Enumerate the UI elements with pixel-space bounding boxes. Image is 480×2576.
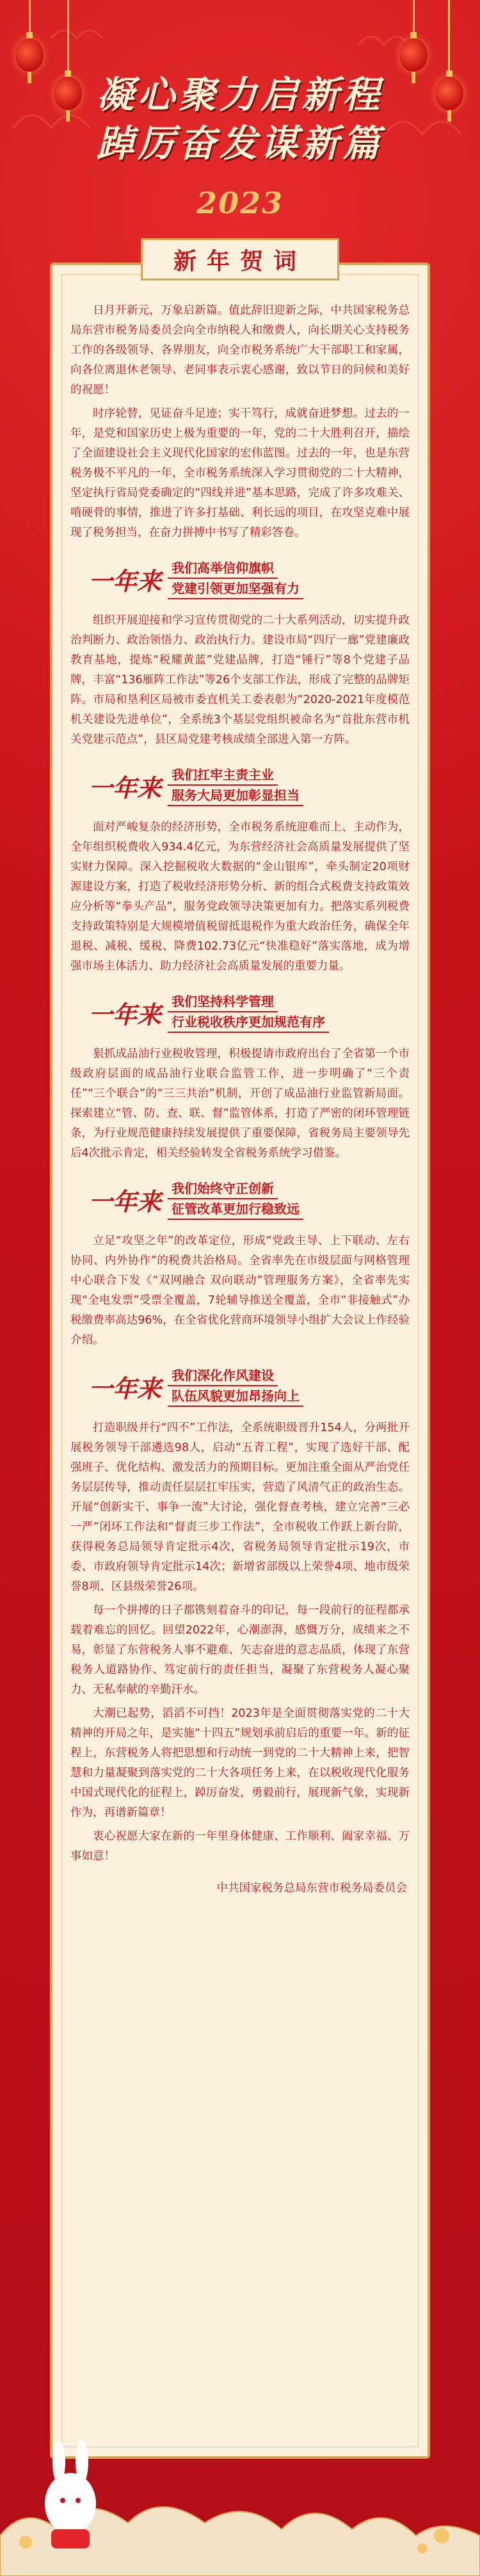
lantern-icon	[15, 38, 44, 72]
section-heading	[70, 992, 410, 1033]
closing-paragraph: 每一个拼搏的日子都镌刻着奋斗的印记，每一段前行的征程都承载着难忘的回忆。回望2022年，心潮澎湃，感慨万分，成绩来之不易，彰显了东营税务人事不避难、矢志奋进的意志品质，体现了东营税务人道路协作、笃定前行的责任担当，凝聚了东营税务人凝心聚力、无私奉献的辛勤汗水。	[70, 1604, 410, 1696]
title-line-2: 踔厉奋发谋新篇	[96, 122, 383, 165]
rabbit-clouds-decoration	[0, 2344, 480, 2576]
lantern-icon	[399, 38, 428, 72]
section-heading-line2: 征管改革更加行稳致远	[168, 1199, 303, 1220]
section-heading	[70, 558, 410, 599]
section-heading-line2: 党建引领更加坚强有力	[168, 579, 303, 599]
closing-paragraph: 大潮已起势，滔滔不可挡！2023年是全面贯彻落实党的二十大精神的开局之年，是实施“十四五”规划承前启后的重要一年。新的征程上，东营税务人将把思想和行动统一到党的二十大精神上来，把智慧和力量凝聚到落实党的二十大各项任务上来，在以税收现代化服务中国式现代化的征程上，踔厉奋发，勇毅前行，展现新气象，实现新作为，再谱新篇章！	[70, 1707, 410, 1819]
intro-paragraph: 时序轮替，见证奋斗足迹；实干笃行，成就奋进梦想。过去的一年，是党和国家历史上极为重要的一年，党的二十大胜利召开，描绘了全面建设社会主义现代化国家的宏伟蓝图。过去的一年，也是东营税务极不平凡的一年，全市税务系统深入学习贯彻党的二十大精神，坚定执行省局党委确定的“四线并进”基本思路，完成了许多攻难关、啃硬骨的事情，推进了许多打基础、利长远的项目，在攻坚克难中展现了税务担当，在奋力拼搏中书写了精彩答卷。	[70, 407, 410, 539]
section-yinian: 一年来	[88, 566, 162, 595]
title-line-1: 凝心聚力启新程	[96, 73, 383, 117]
section-heading-line1: 我们扛牢主责主业	[168, 765, 278, 786]
section-heading	[70, 765, 410, 806]
section-heading-line2: 行业税收秩序更加规范有序	[168, 1012, 329, 1033]
section-paragraph: 组织开展迎接和学习宣传贯彻党的二十大系列活动，切实提升政治判断力、政治领悟力、政治执行力。建设市局“四厅一廊”党建廉政教育基地，提炼“税耀黄蓝”党建品牌，打造“锤行”等8个党建子品牌，丰富“136雁阵工作法”等26个支部工作法，形成了完整的品牌矩阵。市局和垦利区局被市委直机关工委表彰为“2020-2021年度模范机关建设先进单位”，全系统3个基层党组织被命名为“首批东营市机关党建示范点”，县区局党建考核成绩全部进入第一方阵。	[70, 614, 410, 746]
section-heading	[70, 1179, 410, 1220]
section-heading-line1: 我们高举信仰旗帜	[168, 558, 278, 579]
greeting-banner	[141, 238, 339, 280]
section-heading-line1: 我们始终守正创新	[168, 1179, 278, 1199]
section-paragraph: 打造职级并行“四不”工作法，全系统职级晋升154人，分两批开展税务领导干部遴选98人，启动“五青工程”，实现了选好干部、配强班子、优化结构、激发活力的预期目标。更加注重全面从严治党任务层层传导，推动责任层层扛牢压实，营造了风清气正的政治生态。开展“创新实干、事争一流”大讨论，强化督查考核，建立完善“三必一严”闭环工作法和“督责三步工作法”，全市税收工作跃上新台阶，获得税务总局领导肯定批示4次，省税务局领导肯定批示19次，市委、市政府领导肯定批示14次；新增省部级以上荣誉4项、地市级荣誉8项、区县级荣誉26项。	[70, 1422, 410, 1593]
section-heading-line2: 队伍风貌更加昂扬向上	[168, 1386, 303, 1407]
section-heading-line1: 我们深化作风建设	[168, 1366, 278, 1386]
section-yinian: 一年来	[88, 773, 162, 802]
intro-paragraph: 日月开新元，万象启新篇。值此辞旧迎新之际，中共国家税务总局东营市税务局委员会向全市纳税人和缴费人，向长期关心支持税务工作的各级领导、各界朋友，向全市税务系统广大干部职工和家属，向各位离退休老领导、老同事表示衷心感谢，致以节日的问候和美好的祝愿！	[70, 304, 410, 396]
section-paragraph: 狠抓成品油行业税收管理，积极提请市政府出台了全省第一个市级政府层面的成品油行业联合监管工作，进一步明确了“三个责任”“三个联合”的“三三共治”机制，开创了成品油行业监管新局面。探索建立“管、防、查、联、督”监管体系，打造了严密的闭环管理链条，为行业规范健康持续发展提供了重要保障，省税务局主要领导先后4次批示肯定，相关经验转发全省税务系统学习借鉴。	[70, 1048, 410, 1160]
year-calligraphy: 2023	[196, 186, 284, 220]
section-paragraph: 面对严峻复杂的经济形势，全市税务系统迎难而上、主动作为，全年组织税费收入934.4亿元，为东营经济社会高质量发展提供了坚实财力保障。深入挖掘税收大数据的“金山银库”，牵头制定20项财源建设方案，打造了税收经济形势分析、新的组合式税费支持政策效应分析等“拳头产品”，服务党政领导决策更加有力。把落实系列税费支持政策特别是大规模增值税留抵退税作为重大政治任务，确保全年退税、减税、缓税、降费102.73亿元“快准稳好”落实落地，成为增强市场主体活力、助力经济社会高质量发展的重要力量。	[70, 821, 410, 973]
section-heading	[70, 1366, 410, 1407]
closing-paragraph: 衷心祝愿大家在新的一年里身体健康、工作顺利、阖家幸福、万事如意！	[70, 1830, 410, 1863]
section-yinian: 一年来	[88, 1187, 162, 1216]
section-heading-line1: 我们坚持科学管理	[168, 992, 278, 1012]
letter-content	[70, 301, 410, 1895]
greeting-label: 新年贺词	[173, 247, 307, 275]
section-yinian: 一年来	[88, 1373, 162, 1403]
section-heading-line2: 服务大局更加彰显担当	[168, 786, 303, 806]
header-title	[0, 70, 480, 168]
signature: 中共国家税务总局东营市税务局委员会	[216, 1882, 407, 1895]
section-paragraph: 立足“攻坚之年”的改革定位，形成“党政主导、上下联动、左右协同、内外协作”的税费共治格局。全省率先在市级层面与网格管理中心联合下发《“双网融合 双向联动”管理服务方案》，全省率先实现“全电发票”受票全覆盖，7轮辅导推送全覆盖，全市“非接触式”办税缴费率高达96%，在全省优化营商环境领导小组扩大会议上作经验介绍。	[70, 1235, 410, 1347]
section-yinian: 一年来	[88, 1000, 162, 1029]
